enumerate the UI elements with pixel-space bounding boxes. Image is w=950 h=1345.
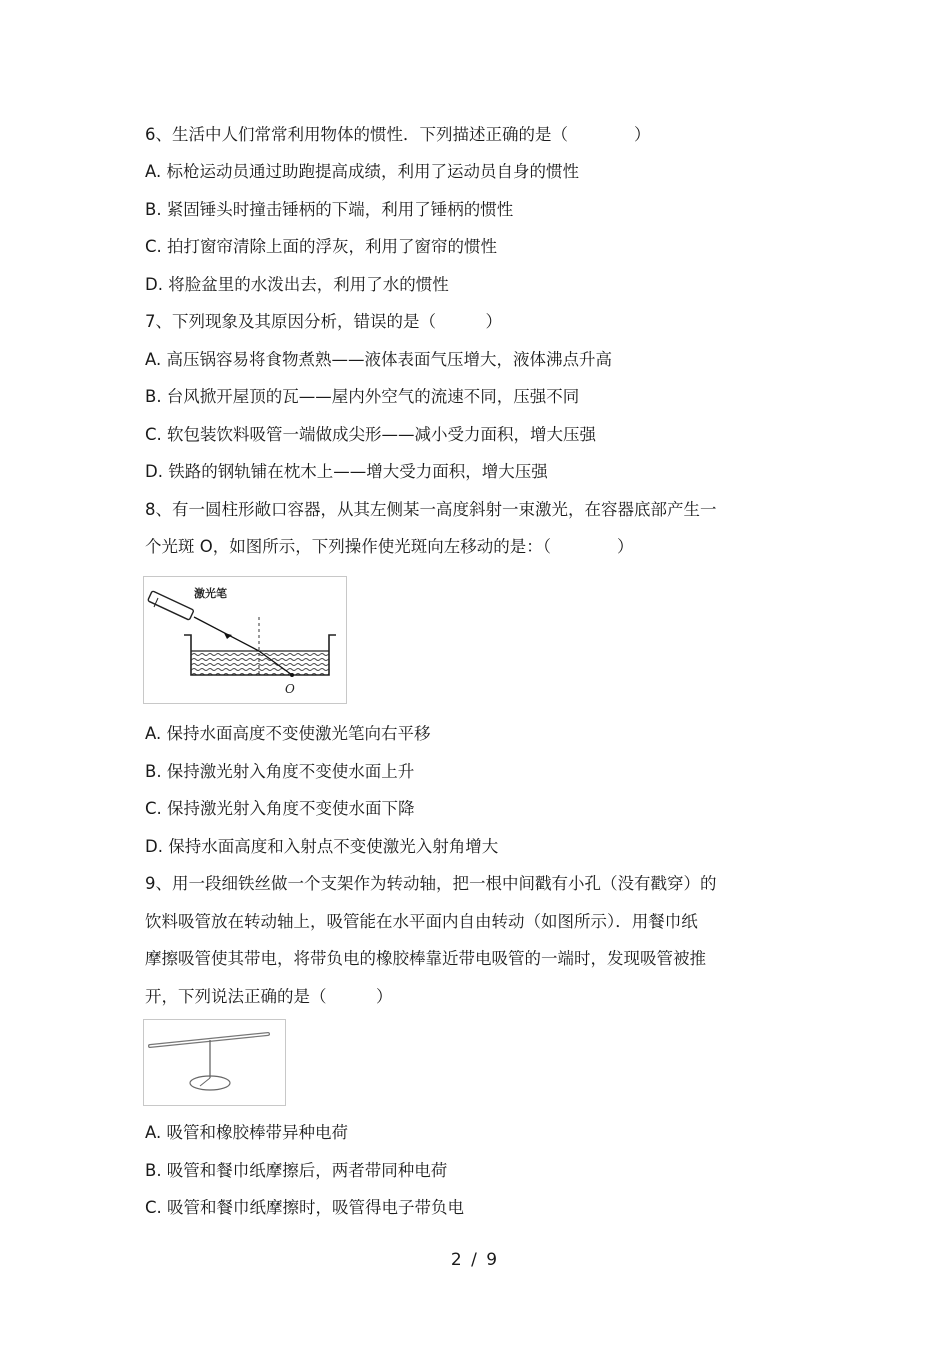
question-8-option-a: A. 保持水面高度不变使激光笔向右平移 xyxy=(145,724,431,743)
question-8-option-c: C. 保持激光射入角度不变使水面下降 xyxy=(145,799,415,818)
light-spot-label: O xyxy=(285,682,295,696)
question-7-option-d: D. 铁路的钢轨铺在枕木上——增大受力面积，增大压强 xyxy=(145,462,548,481)
question-9-stem-line-3: 摩擦吸管使其带电，将带负电的橡胶棒靠近带电吸管的一端时，发现吸管被推 xyxy=(145,949,706,968)
laser-pen-icon xyxy=(148,591,194,620)
question-6-option-a: A. 标枪运动员通过助跑提高成绩，利用了运动员自身的惯性 xyxy=(145,162,579,181)
question-7-option-c: C. 软包装饮料吸管一端做成尖形——减小受力面积，增大压强 xyxy=(145,425,597,444)
question-6-option-d: D. 将脸盆里的水泼出去，利用了水的惯性 xyxy=(145,275,449,294)
straw-pivot-figure xyxy=(143,1019,286,1106)
question-6-option-c: C. 拍打窗帘清除上面的浮灰，利用了窗帘的惯性 xyxy=(145,237,498,256)
question-9-stem-line-1: 9、用一段细铁丝做一个支架作为转动轴，把一根中间戳有小孔（没有戳穿）的 xyxy=(145,874,717,893)
wire-stand-icon xyxy=(190,1040,230,1090)
question-8-stem-line-1: 8、有一圆柱形敞口容器，从其左侧某一高度斜射一束激光，在容器底部产生一 xyxy=(145,500,717,519)
question-8-option-b: B. 保持激光射入角度不变使水面上升 xyxy=(145,762,415,781)
question-9-stem-line-4: 开，下列说法正确的是（ ） xyxy=(145,987,393,1006)
question-7-stem: 7、下列现象及其原因分析，错误的是（ ） xyxy=(145,312,502,331)
laser-container-figure xyxy=(143,576,347,704)
straw-icon xyxy=(150,1034,268,1046)
question-9-option-c: C. 吸管和餐巾纸摩擦时，吸管得电子带负电 xyxy=(145,1198,465,1217)
question-7-option-b: B. 台风掀开屋顶的瓦——屋内外空气的流速不同，压强不同 xyxy=(145,387,580,406)
question-7-option-a: A. 高压锅容易将食物煮熟——液体表面气压增大，液体沸点升高 xyxy=(145,350,612,369)
question-6-option-b: B. 紧固锤头时撞击锤柄的下端，利用了锤柄的惯性 xyxy=(145,200,514,219)
question-9-option-a: A. 吸管和橡胶棒带异种电荷 xyxy=(145,1123,348,1142)
question-9-stem-line-2: 饮料吸管放在转动轴上，吸管能在水平面内自由转动（如图所示）．用餐巾纸 xyxy=(145,912,698,931)
page-number: 2 / 9 xyxy=(450,1250,500,1270)
question-9-option-b: B. 吸管和餐巾纸摩擦后，两者带同种电荷 xyxy=(145,1161,448,1180)
laser-container-diagram xyxy=(144,577,346,703)
question-6-stem: 6、生活中人们常常利用物体的惯性．下列描述正确的是（ ） xyxy=(145,125,651,144)
question-8-stem-line-2: 个光斑 O，如图所示，下列操作使光斑向左移动的是：（ ） xyxy=(145,537,634,556)
question-8-option-d: D. 保持水面高度和入射点不变使激光入射角增大 xyxy=(145,837,499,856)
laser-pen-label: 激光笔 xyxy=(194,587,227,600)
straw-pivot-diagram xyxy=(144,1020,285,1105)
water-surface xyxy=(191,651,329,675)
